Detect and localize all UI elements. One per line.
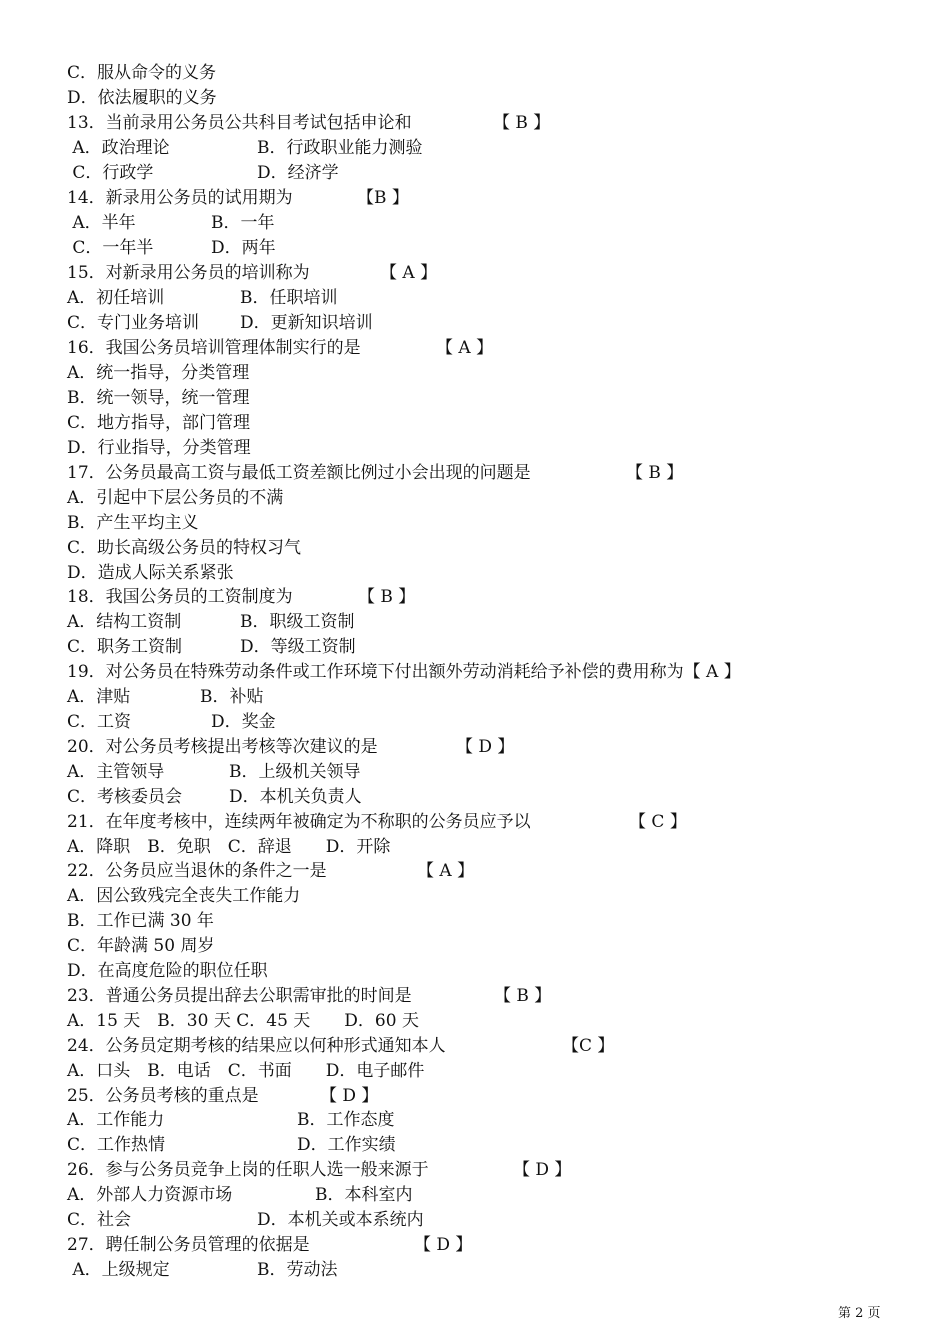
text-line	[0, 884, 950, 909]
line-text: C．地方指导，部门管理	[67, 413, 251, 433]
line-text: A．降职 B．免职 C．辞退 D．开除	[67, 837, 391, 857]
answer-bracket: 【 B 】	[494, 986, 552, 1006]
answer-bracket: 【 A 】	[380, 263, 438, 283]
line-text: 15．对新录用公务员的培训称为	[67, 263, 310, 283]
text-line	[0, 1108, 950, 1133]
line-text: 20．对公务员考核提出考核等次建议的是	[67, 737, 378, 757]
option-text: D．工作实绩	[297, 1135, 396, 1155]
line-text: B．统一领导，统一管理	[67, 388, 250, 408]
line-text: A．政治理论	[67, 138, 170, 158]
line-text: C．工作热情	[67, 1135, 166, 1155]
text-line	[0, 436, 950, 461]
answer-bracket: 【 D 】	[456, 737, 515, 757]
line-text: D．行业指导，分类管理	[67, 438, 251, 458]
option-text: D．经济学	[257, 163, 339, 183]
text-line	[0, 1258, 950, 1283]
text-line	[0, 211, 950, 236]
line-text: C．助长高级公务员的特权习气	[67, 538, 302, 558]
option-text: B．上级机关领导	[229, 762, 361, 782]
line-text: B．工作已满 30 年	[67, 911, 214, 931]
option-text: D．等级工资制	[240, 637, 356, 657]
line-text: 23．普通公务员提出辞去公职需审批的时间是	[67, 986, 412, 1006]
option-text: B．一年	[211, 213, 275, 233]
line-text: A．外部人力资源市场	[67, 1185, 233, 1205]
line-text: 16．我国公务员培训管理体制实行的是	[67, 338, 361, 358]
line-text: 26．参与公务员竞争上岗的任职人选一般来源于	[67, 1160, 429, 1180]
text-line	[0, 934, 950, 959]
line-text: 27．聘任制公务员管理的依据是	[67, 1235, 310, 1255]
line-text: 22．公务员应当退休的条件之一是	[67, 861, 327, 881]
text-line	[0, 1084, 950, 1109]
answer-bracket: 【 D 】	[513, 1160, 572, 1180]
answer-bracket: 【 A 】	[436, 338, 494, 358]
line-text: C．一年半	[67, 238, 154, 258]
text-line	[0, 685, 950, 710]
text-line	[0, 1034, 950, 1059]
answer-bracket: 【C 】	[562, 1036, 615, 1056]
option-text: D．本机关或本系统内	[257, 1210, 424, 1230]
line-text: D．造成人际关系紧张	[67, 563, 234, 583]
option-text: B．劳动法	[257, 1260, 338, 1280]
option-text: B．行政职业能力测验	[257, 138, 423, 158]
text-line	[0, 186, 950, 211]
line-text: D．依法履职的义务	[67, 88, 217, 108]
text-line	[0, 1158, 950, 1183]
line-text: 19．对公务员在特殊劳动条件或工作环境下付出额外劳动消耗给予补偿的费用称为【 A 】	[67, 662, 741, 682]
text-line	[0, 461, 950, 486]
line-text: A．统一指导，分类管理	[67, 363, 250, 383]
text-line	[0, 635, 950, 660]
text-line	[0, 1059, 950, 1084]
line-text: A．引起中下层公务员的不满	[67, 488, 284, 508]
text-line	[0, 511, 950, 536]
text-line	[0, 536, 950, 561]
text-line	[0, 1133, 950, 1158]
text-line	[0, 909, 950, 934]
text-line	[0, 86, 950, 111]
line-text: C．专门业务培训	[67, 313, 200, 333]
text-line	[0, 959, 950, 984]
line-text: A．结构工资制	[67, 612, 182, 632]
option-text: D．本机关负责人	[229, 787, 362, 807]
line-text: 17．公务员最高工资与最低工资差额比例过小会出现的问题是	[67, 463, 531, 483]
text-line	[0, 859, 950, 884]
text-line	[0, 1233, 950, 1258]
text-line	[0, 610, 950, 635]
text-line	[0, 161, 950, 186]
text-line	[0, 486, 950, 511]
answer-bracket: 【B 】	[357, 188, 409, 208]
option-text: B．职级工资制	[240, 612, 355, 632]
line-text: A．口头 B．电话 C．书面 D．电子邮件	[67, 1061, 425, 1081]
text-line	[0, 835, 950, 860]
text-line	[0, 1009, 950, 1034]
line-text: C．考核委员会	[67, 787, 183, 807]
line-text: A．初任培训	[67, 288, 165, 308]
text-line	[0, 1183, 950, 1208]
line-text: 13．当前录用公务员公共科目考试包括申论和	[67, 113, 412, 133]
text-line	[0, 660, 950, 685]
answer-bracket: 【 A 】	[417, 861, 475, 881]
line-text: C．工资	[67, 712, 132, 732]
line-text: A．15 天 B．30 天 C．45 天 D．60 天	[67, 1011, 419, 1031]
line-text: C．行政学	[67, 163, 154, 183]
text-line	[0, 411, 950, 436]
text-line	[0, 386, 950, 411]
text-line	[0, 1208, 950, 1233]
text-line	[0, 261, 950, 286]
text-line	[0, 361, 950, 386]
answer-bracket: 【 B 】	[626, 463, 684, 483]
text-line	[0, 336, 950, 361]
line-text: C．社会	[67, 1210, 132, 1230]
line-text: B．产生平均主义	[67, 513, 199, 533]
line-text: C．服从命令的义务	[67, 63, 217, 83]
line-text: A．工作能力	[67, 1110, 165, 1130]
line-text: C．年龄满 50 周岁	[67, 936, 215, 956]
text-line	[0, 710, 950, 735]
answer-bracket: 【 B 】	[493, 113, 551, 133]
text-line	[0, 111, 950, 136]
text-line	[0, 735, 950, 760]
line-text: 21．在年度考核中，连续两年被确定为不称职的公务员应予以	[67, 812, 531, 832]
option-text: B．工作态度	[297, 1110, 395, 1130]
text-line	[0, 984, 950, 1009]
line-text: 18．我国公务员的工资制度为	[67, 587, 293, 607]
option-text: B．任职培训	[240, 288, 338, 308]
line-text: C．职务工资制	[67, 637, 183, 657]
line-text: 25．公务员考核的重点是	[67, 1086, 259, 1106]
text-line	[0, 785, 950, 810]
text-line	[0, 136, 950, 161]
answer-bracket: 【 B 】	[358, 587, 416, 607]
line-text: A．因公致残完全丧失工作能力	[67, 886, 301, 906]
answer-bracket: 【 C 】	[629, 812, 687, 832]
line-text: A．津贴	[67, 687, 131, 707]
option-text: D．更新知识培训	[240, 313, 373, 333]
text-line	[0, 585, 950, 610]
line-text: A．半年	[67, 213, 136, 233]
text-line	[0, 810, 950, 835]
option-text: B．本科室内	[315, 1185, 413, 1205]
text-line	[0, 236, 950, 261]
text-line	[0, 286, 950, 311]
page-number: 第 2 页	[838, 1306, 881, 1321]
text-line	[0, 561, 950, 586]
line-text: A．上级规定	[67, 1260, 170, 1280]
option-text: B．补贴	[200, 687, 264, 707]
option-text: D．两年	[211, 238, 276, 258]
answer-bracket: 【 D 】	[320, 1086, 379, 1106]
answer-bracket: 【 D 】	[414, 1235, 473, 1255]
line-text: D．在高度危险的职位任职	[67, 961, 268, 981]
text-line	[0, 760, 950, 785]
line-text: 14．新录用公务员的试用期为	[67, 188, 293, 208]
text-line	[0, 61, 950, 86]
option-text: D．奖金	[211, 712, 276, 732]
line-text: A．主管领导	[67, 762, 165, 782]
line-text: 24．公务员定期考核的结果应以何种形式通知本人	[67, 1036, 446, 1056]
text-line	[0, 311, 950, 336]
